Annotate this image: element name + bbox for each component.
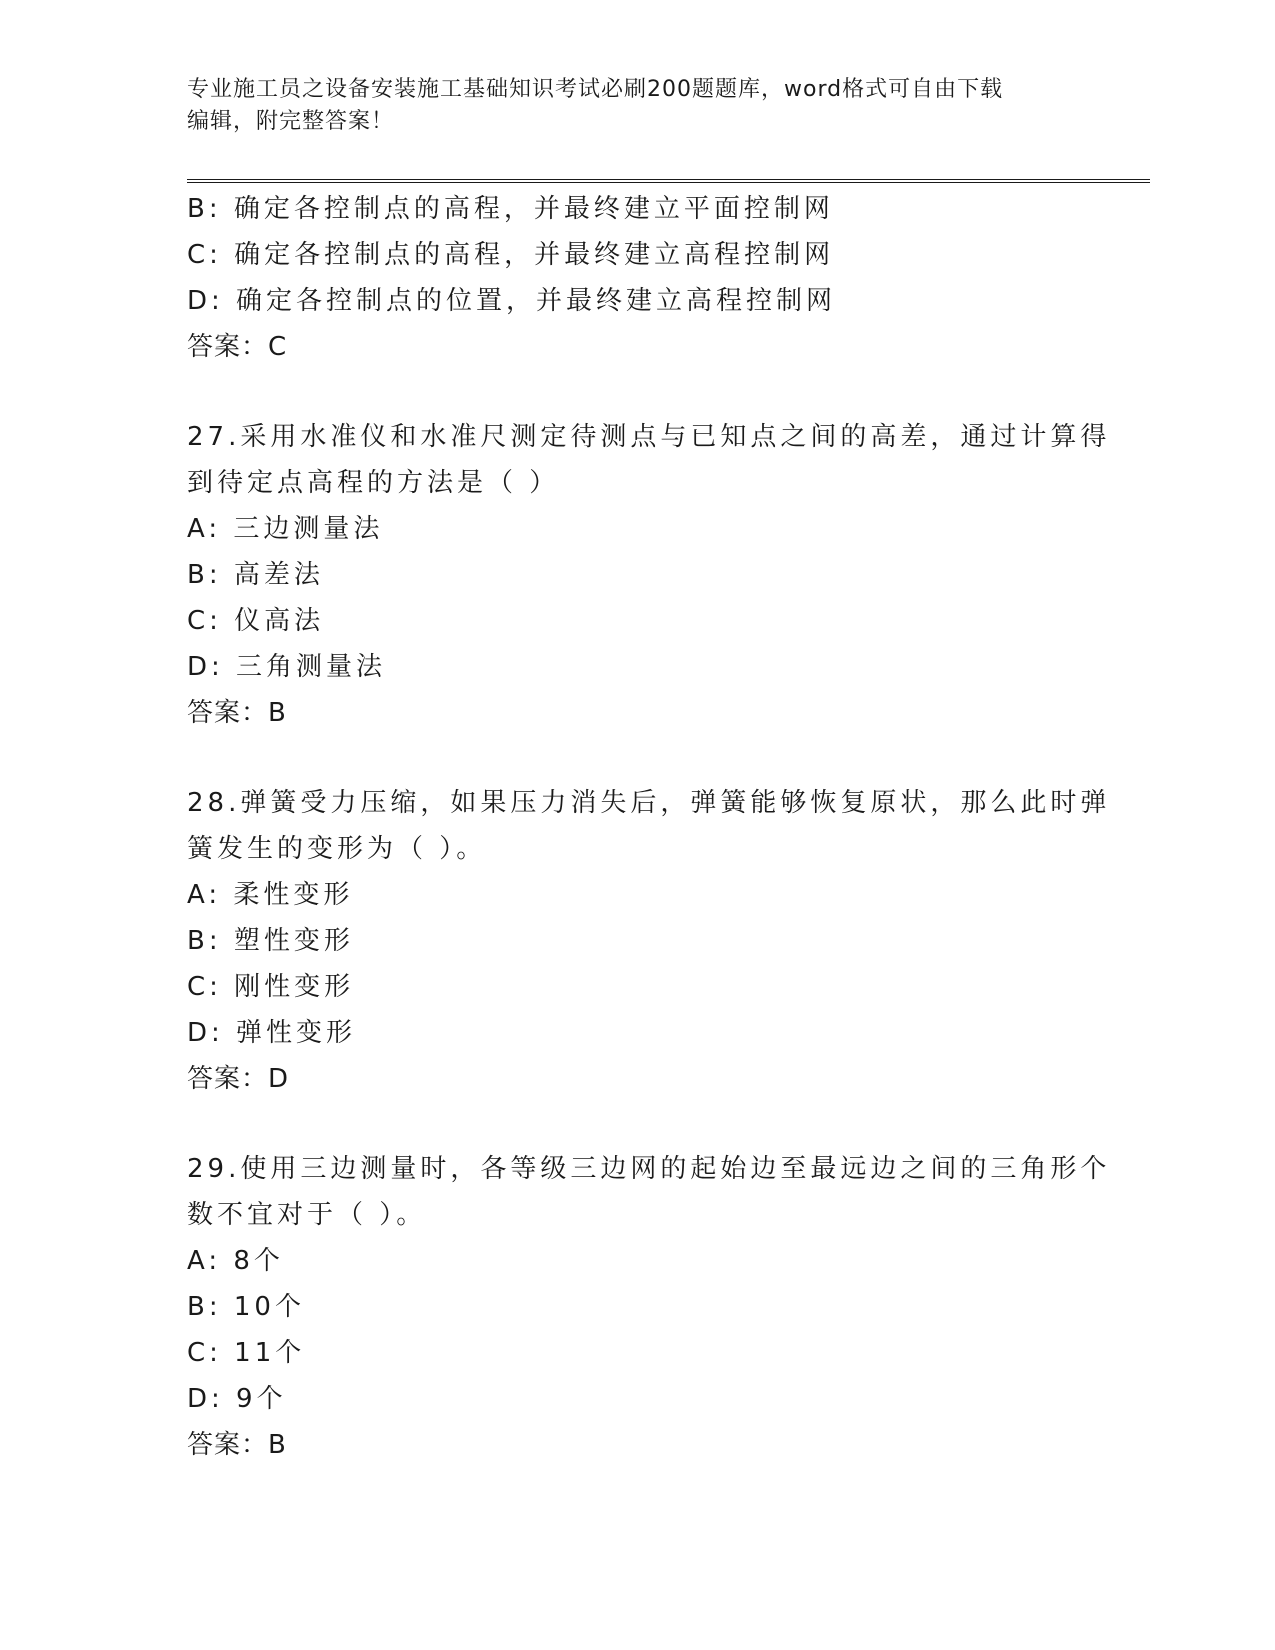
option-b: B: 确定各控制点的高程，并最终建立平面控制网 — [187, 194, 834, 224]
option-d: D: 9个 — [187, 1384, 287, 1414]
answer-line: 答案：B — [187, 698, 287, 728]
question-text-line-2: 到待定点高程的方法是（ ） — [187, 468, 560, 498]
question-text-line-2: 簧发生的变形为（ ）。 — [187, 834, 487, 864]
question-29 — [187, 1146, 1111, 1468]
option-a: A: 8个 — [187, 1246, 284, 1276]
page-header — [187, 74, 1087, 138]
option-a: A: 柔性变形 — [187, 880, 354, 910]
question-text-line-1: 28.弹簧受力压缩，如果压力消失后，弹簧能够恢复原状，那么此时弹 — [187, 788, 1111, 818]
option-d: D: 确定各控制点的位置，并最终建立高程控制网 — [187, 286, 837, 316]
question-text-line-1: 27.采用水准仪和水准尺测定待测点与已知点之间的高差，通过计算得 — [187, 422, 1111, 452]
header-divider — [187, 179, 1150, 183]
option-a: A: 三边测量法 — [187, 514, 384, 544]
question-27 — [187, 414, 1111, 736]
option-b: B: 高差法 — [187, 560, 324, 590]
option-c: C: 刚性变形 — [187, 972, 355, 1002]
header-title-line-1: 专业施工员之设备安装施工基础知识考试必刷200题题库，word格式可自由下载 — [187, 77, 1004, 102]
answer-line: 答案：C — [187, 332, 288, 362]
question-28 — [187, 780, 1111, 1102]
option-b: B: 塑性变形 — [187, 926, 354, 956]
option-c: C: 11个 — [187, 1338, 306, 1368]
question-content — [187, 186, 1111, 1468]
answer-line: 答案：D — [187, 1064, 290, 1094]
option-d: D: 弹性变形 — [187, 1018, 357, 1048]
option-c: C: 仪高法 — [187, 606, 325, 636]
question-text-line-2: 数不宜对于（ ）。 — [187, 1200, 427, 1230]
question-text-line-1: 29.使用三边测量时，各等级三边网的起始边至最远边之间的三角形个 — [187, 1154, 1111, 1184]
answer-line: 答案：B — [187, 1430, 287, 1460]
option-d: D: 三角测量法 — [187, 652, 387, 682]
option-c: C: 确定各控制点的高程，并最终建立高程控制网 — [187, 240, 835, 270]
header-title-line-2: 编辑，附完整答案！ — [187, 109, 395, 134]
option-b: B: 10个 — [187, 1292, 305, 1322]
previous-question-tail — [187, 186, 1087, 370]
